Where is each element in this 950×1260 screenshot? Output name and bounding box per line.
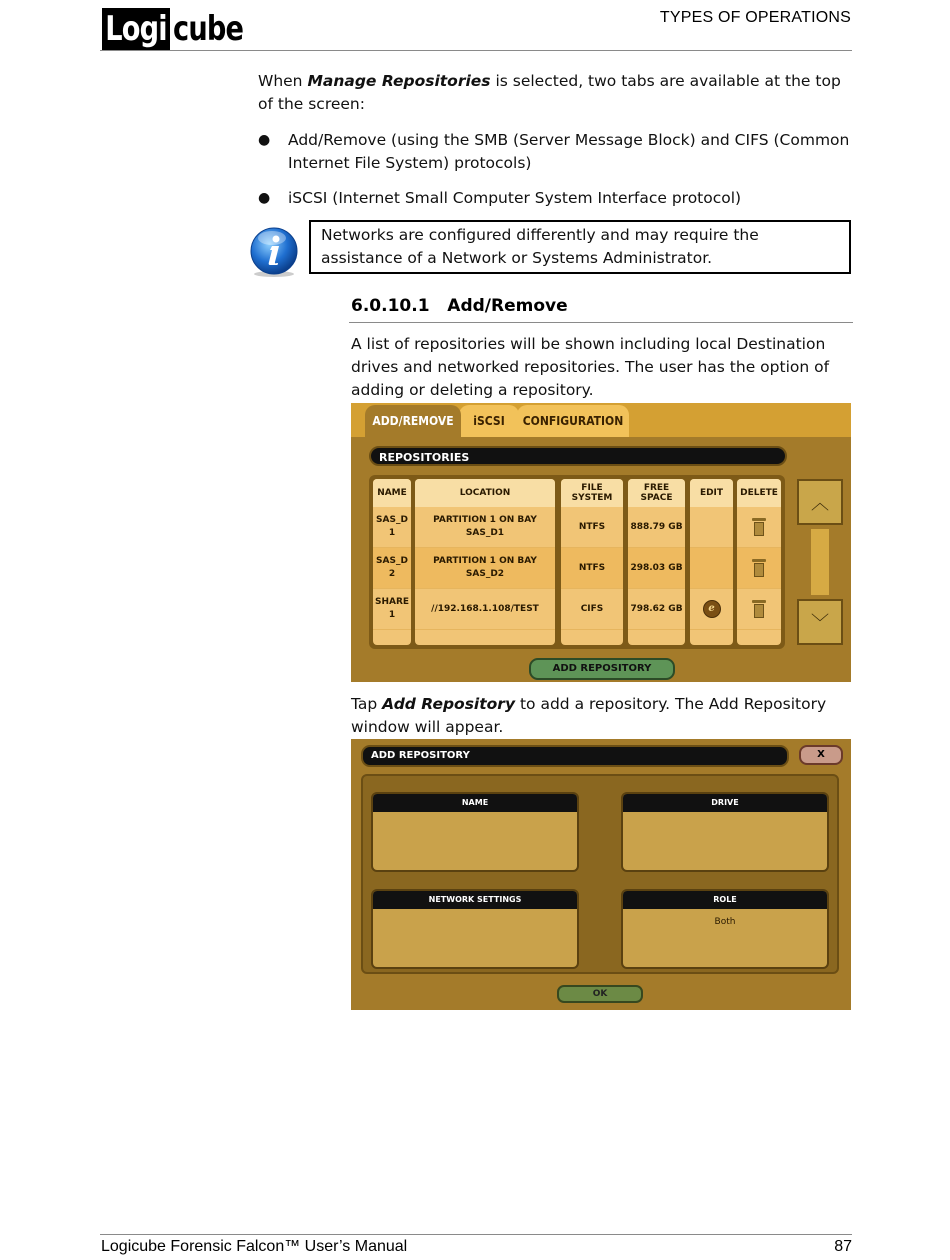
role-field[interactable]	[621, 889, 829, 969]
column-free-space	[628, 479, 685, 645]
tap-before: Tap	[351, 695, 383, 713]
tab-add-remove[interactable]: ADD/REMOVE	[365, 405, 461, 437]
scrollbar[interactable]	[797, 479, 843, 649]
close-button[interactable]: X	[799, 745, 843, 765]
add-repository-button[interactable]: ADD REPOSITORY	[529, 658, 675, 680]
scroll-up-button[interactable]	[797, 479, 843, 525]
bullet-text: iSCSI (Internet Small Computer System Interface protocol)	[288, 189, 742, 207]
field-value: Both	[714, 917, 736, 927]
table-cell	[737, 548, 781, 589]
tap-emphasis: Add Repository	[382, 695, 516, 713]
bullet-item	[258, 129, 858, 175]
chevron-up-icon: ︿	[811, 493, 829, 513]
repositories-screenshot	[351, 403, 851, 682]
table-cell[interactable]: 888.79 GB	[628, 507, 685, 548]
table-cell	[690, 548, 733, 589]
trash-icon[interactable]	[752, 518, 766, 536]
edit-icon[interactable]: e	[703, 600, 721, 618]
note-box: Networks are configured differently and may require the assistance of a Network or Systems Administrator.	[309, 220, 851, 274]
add-repository-title: ADD REPOSITORY	[361, 745, 789, 767]
logicube-logo	[102, 8, 261, 50]
drive-field[interactable]	[621, 792, 829, 872]
column-file-system	[561, 479, 623, 645]
logo-suffix: cube	[173, 9, 244, 49]
intro-emphasis: Manage Repositories	[307, 72, 491, 90]
table-cell[interactable]: PARTITION 1 ON BAY SAS_D2	[415, 548, 555, 589]
column-location	[415, 479, 555, 645]
column-delete	[737, 479, 781, 645]
trash-icon[interactable]	[752, 559, 766, 577]
bullet-dot-icon: ●	[258, 132, 271, 148]
page-number: 87	[834, 1238, 852, 1255]
table-cell[interactable]: SHARE 1	[373, 589, 411, 630]
logo-prefix: Logi	[102, 8, 170, 50]
add-repository-screenshot	[351, 739, 851, 1010]
column-edit	[690, 479, 733, 645]
repositories-table	[369, 475, 785, 649]
header-section-title: TYPES OF OPERATIONS	[659, 9, 851, 26]
column-header: NAME	[373, 479, 411, 507]
bullet-item	[258, 187, 858, 210]
tab-iscsi[interactable]: iSCSI	[459, 405, 519, 437]
repositories-panel-title: REPOSITORIES	[369, 446, 787, 466]
column-header: EDIT	[690, 479, 733, 507]
column-header: FREE SPACE	[628, 479, 685, 507]
table-cell[interactable]: 298.03 GB	[628, 548, 685, 589]
table-cell	[737, 589, 781, 630]
add-repository-panel	[361, 774, 839, 974]
bullet-dot-icon: ●	[258, 190, 271, 206]
column-header: DELETE	[737, 479, 781, 507]
table-cell	[690, 507, 733, 548]
header-divider	[100, 50, 852, 51]
footer-manual-title: Logicube Forensic Falcon™ User’s Manual	[101, 1238, 408, 1255]
info-icon	[248, 226, 300, 278]
table-cell	[690, 589, 733, 630]
section-heading	[351, 296, 568, 316]
table-cell	[737, 507, 781, 548]
tab-configuration[interactable]: CONFIGURATION	[517, 405, 629, 437]
intro-paragraph	[258, 70, 858, 116]
tap-paragraph	[351, 693, 851, 739]
field-label: NETWORK SETTINGS	[373, 891, 577, 909]
table-cell[interactable]: //192.168.1.108/TEST	[415, 589, 555, 630]
name-field[interactable]	[371, 792, 579, 872]
table-cell[interactable]: PARTITION 1 ON BAY SAS_D1	[415, 507, 555, 548]
intro-after: is selected, two tabs are available at the top of the screen:	[258, 72, 841, 113]
column-name	[373, 479, 411, 645]
trash-icon[interactable]	[752, 600, 766, 618]
scroll-down-button[interactable]	[797, 599, 843, 645]
field-label: ROLE	[623, 891, 827, 909]
column-header: LOCATION	[415, 479, 555, 507]
table-cell[interactable]: SAS_D 1	[373, 507, 411, 548]
section-paragraph: A list of repositories will be shown including local Destination drives and networked repositories. The user has the option of adding or deleting a repository.	[351, 335, 830, 399]
scrollbar-track[interactable]	[811, 529, 829, 595]
intro-before: When	[258, 72, 308, 90]
table-cell[interactable]: CIFS	[561, 589, 623, 630]
footer-divider	[100, 1234, 852, 1235]
bullet-text: Add/Remove (using the SMB (Server Message Block) and CIFS (Common Internet File System) protocols)	[288, 131, 850, 172]
table-cell[interactable]: NTFS	[561, 548, 623, 589]
ok-button[interactable]: OK	[557, 985, 643, 1003]
column-header: FILE SYSTEM	[561, 479, 623, 507]
table-cell[interactable]: 798.62 GB	[628, 589, 685, 630]
network-settings-field[interactable]	[371, 889, 579, 969]
section-divider	[349, 322, 853, 323]
section-number: 6.0.10.1	[351, 296, 430, 316]
chevron-down-icon: ﹀	[811, 613, 829, 633]
field-label: NAME	[373, 794, 577, 812]
section-title: Add/Remove	[447, 296, 568, 316]
field-label: DRIVE	[623, 794, 827, 812]
tap-after: to add a repository. The Add Repository window will appear.	[351, 695, 827, 736]
table-cell[interactable]: NTFS	[561, 507, 623, 548]
table-cell[interactable]: SAS_D 2	[373, 548, 411, 589]
